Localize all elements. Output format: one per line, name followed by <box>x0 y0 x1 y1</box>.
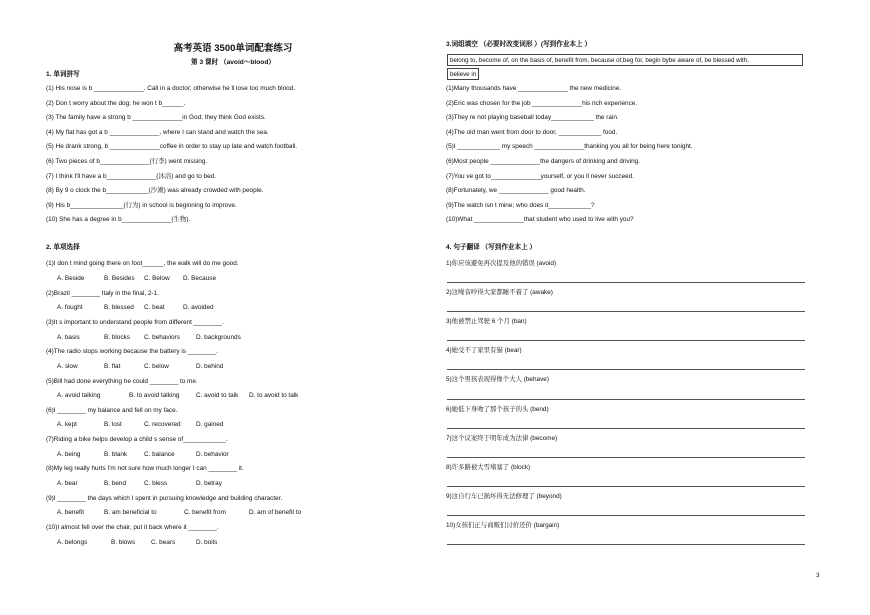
mc-question-stem: (4)The radio stops working because the battery is ________. <box>46 348 218 355</box>
mc-option: A. basis <box>57 334 80 341</box>
mc-option: A. belongs <box>57 539 88 546</box>
section4-heading: 4. 句子翻译 （写到作业本上 ） <box>446 244 537 251</box>
spelling-item: (6) Two pieces of b______________(行李) went missing. <box>46 158 208 165</box>
phrase-item: (8)Fortunately, we ______________ good health. <box>446 187 586 194</box>
answer-line <box>447 311 805 312</box>
mc-option: B. am beneficial to <box>104 509 157 516</box>
mc-option: D. behavior <box>196 451 229 458</box>
mc-option: B. Besides <box>104 275 135 282</box>
mc-option: C. behaviors <box>144 334 180 341</box>
phrase-item: (6)Most people ______________the dangers of drinking and driving. <box>446 158 640 165</box>
mc-option: D. avoided <box>183 304 214 311</box>
page-number: 3 <box>816 572 820 579</box>
answer-line <box>447 544 805 545</box>
spelling-item: (10) She has a degree in b______________(生物). <box>46 216 191 223</box>
spelling-item: (3) The family have a strong b ______________in God; they think God exists. <box>46 114 266 121</box>
spelling-item: (7) I think I'll have a b______________(沐浴) and go to bed. <box>46 173 216 180</box>
mc-option: A. benefit <box>57 509 85 516</box>
mc-option: A. fought <box>57 304 83 311</box>
worksheet-title: 高考英语 3500单词配套练习 <box>173 43 293 54</box>
mc-option: B. blocks <box>104 334 130 341</box>
mc-option: D. backgrounds <box>196 334 241 341</box>
section1-heading: 1. 单词拼写 <box>46 71 80 78</box>
phrase-item: (3)They re not playing baseball today____________ the rain. <box>446 114 619 121</box>
answer-line <box>447 282 805 283</box>
translation-item: 3)他被禁止驾驶 6 个月 (ban) <box>446 318 527 325</box>
mc-option: C. balance <box>144 451 175 458</box>
mc-option: B. blank <box>104 451 128 458</box>
translation-item: 9)这自行车已损坏得无法修理了 (beyond) <box>446 493 562 500</box>
mc-question-stem: (9)I ________ the days which I spent in pursuing knowledge and building character. <box>46 495 283 502</box>
mc-option: D. Because <box>183 275 217 282</box>
translation-item: 1)你应该避免再次提及他的错误 (avoid) <box>446 260 557 267</box>
phrase-item: (5)I ____________ my speech ______________thanking you all for being here tonight. <box>446 143 693 150</box>
translation-item: 4)她受不了家里有猫 (bear) <box>446 347 522 354</box>
phrase-item: (9)The watch isn t mine; who does it____________? <box>446 202 595 209</box>
spelling-item: (4) My flat has got a b ______________, where I can stand and watch the sea. <box>46 129 269 136</box>
mc-option: C. bless <box>144 480 168 487</box>
answer-line <box>447 486 805 487</box>
mc-option: A. avoid talking <box>57 392 101 399</box>
mc-option: A. Beside <box>57 275 85 282</box>
mc-question-stem: (8)My leg really hurts I'm not sure how much longer I can ________ it. <box>46 465 244 472</box>
mc-question-stem: (3)It s important to understand people from different ________. <box>46 319 224 326</box>
phrase-bank-box: belong to, become of, on the basis of, benefit from, because of,beg for, begin bybe aware of, be blessed with, <box>447 54 803 66</box>
mc-question-stem: (2)Brazil ________ Italy in the final, 2-1. <box>46 290 159 297</box>
mc-option: C. benefit from <box>184 509 226 516</box>
mc-option: D. am of benefit to <box>249 509 302 516</box>
section3-heading: 3.词组填空 （必要时改变词形 ）(写到作业本上 ） <box>446 41 592 48</box>
mc-option: C. beat <box>144 304 165 311</box>
phrase-bank-box-extra: believe in <box>447 68 479 80</box>
mc-option: B. to avoid talking <box>129 392 180 399</box>
phrase-item: (1)Many thousands have ______________ the new medicine. <box>446 85 622 92</box>
mc-question-stem: (7)Riding a bike helps develop a child s sense of____________. <box>46 436 228 443</box>
section2-heading: 2. 单项选择 <box>46 244 80 251</box>
mc-option: D. boils <box>196 539 218 546</box>
answer-line <box>447 369 805 370</box>
mc-option: C. Below <box>144 275 170 282</box>
mc-option: A. kept <box>57 421 77 428</box>
spelling-item: (5) He drank strong, b ______________coffee in order to stay up late and watch football. <box>46 143 298 150</box>
mc-option: C. recovered <box>144 421 181 428</box>
answer-line <box>447 515 805 516</box>
mc-question-stem: (6)I ________ my balance and fell on my face. <box>46 407 178 414</box>
translation-item: 8)许多路被大雪堵塞了 (block) <box>446 464 531 471</box>
spelling-item: (8) By 9 o clock the b____________(沙滩) was already crowded with people. <box>46 187 264 194</box>
translation-item: 2)这噪音吵得大家都睡不着了 (awake) <box>446 289 553 296</box>
mc-question-stem: (10)I almost fell over the chair, put it back where it ________. <box>46 524 219 531</box>
mc-option: A. being <box>57 451 81 458</box>
mc-option: A. bear <box>57 480 78 487</box>
mc-option: D. behind <box>196 363 224 370</box>
mc-option: C. avoid to talk <box>196 392 239 399</box>
mc-option: B. blows <box>111 539 136 546</box>
mc-option: B. bend <box>104 480 127 487</box>
answer-line <box>447 340 805 341</box>
mc-option: B. flat <box>104 363 121 370</box>
answer-line <box>447 457 805 458</box>
mc-question-stem: (5)Bill had done everything he could ________ to me. <box>46 378 198 385</box>
spelling-item: (1) His nose is b ______________. Call in a doctor; otherwise he ll lose too much blood. <box>46 85 296 92</box>
mc-option: B. blessed <box>104 304 134 311</box>
phrase-item: (10)What ______________that student who used to live with you? <box>446 216 634 223</box>
lesson-subtitle: 第 3 课时 （avoid～blood） <box>191 59 275 66</box>
mc-option: D. betray <box>196 480 222 487</box>
translation-item: 7)这个议案终于明年成为法律 (become) <box>446 435 558 442</box>
mc-option: B. lost <box>104 421 122 428</box>
translation-item: 10)女孩们正与商贩们讨价还价 (bargain) <box>446 522 560 529</box>
mc-option: D. to avoid to talk <box>249 392 299 399</box>
spelling-item: (2) Don t worry about the dog; he won t b______. <box>46 100 186 107</box>
mc-question-stem: (1)I don t mind going there on foot______, the walk will do me good. <box>46 260 239 267</box>
mc-option: D. gained <box>196 421 224 428</box>
translation-item: 5)这个男孩表现得像个大人 (behave) <box>446 376 549 383</box>
translation-item: 6)她低下身吻了那个孩子的头 (bend) <box>446 406 549 413</box>
mc-option: A. slow <box>57 363 78 370</box>
answer-line <box>447 399 805 400</box>
answer-line <box>447 428 805 429</box>
mc-option: C. bears <box>151 539 176 546</box>
phrase-item: (2)Eric was chosen for the job ______________his rich experience. <box>446 100 638 107</box>
mc-option: C. below <box>144 363 169 370</box>
phrase-item: (7)You ve got to______________yourself, or you ll never succeed. <box>446 173 635 180</box>
spelling-item: (9) His b_______________(行为) in school is beginning to improve. <box>46 202 237 209</box>
phrase-item: (4)The old man went from door to door, ____________ food. <box>446 129 618 136</box>
